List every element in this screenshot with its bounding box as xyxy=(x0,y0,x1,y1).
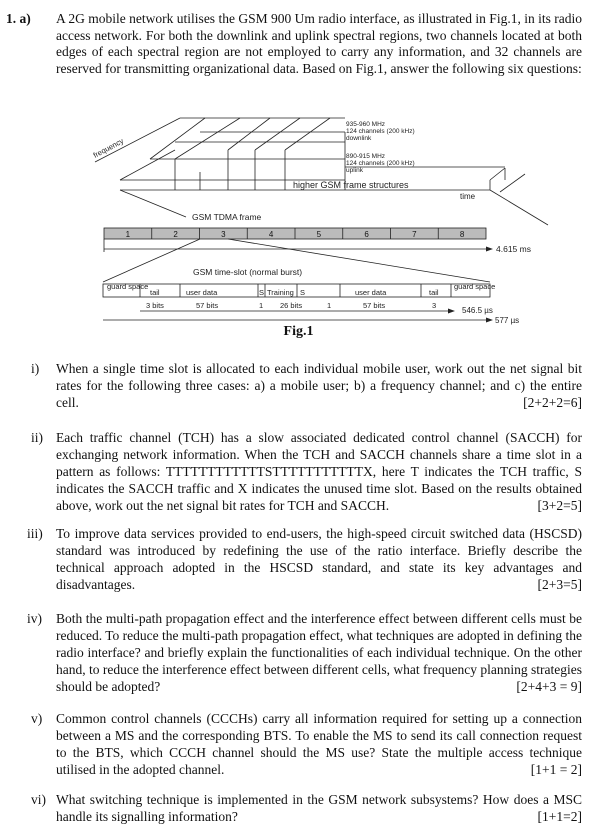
marks: [1+1=2] xyxy=(537,809,582,824)
downlink-range: 935-960 MHz xyxy=(346,121,386,128)
question-number: 1. a) xyxy=(6,11,31,26)
uplink-label: uplink xyxy=(346,167,363,174)
gsm-diagram xyxy=(0,112,597,337)
bits-data-left: 57 bits xyxy=(196,301,219,310)
frequency-label: frequency xyxy=(91,136,126,160)
burst-title: GSM time-slot (normal burst) xyxy=(193,267,303,277)
figure-caption: Fig.1 xyxy=(283,324,314,339)
figure-1 xyxy=(0,112,597,342)
burst-duration-2: 577 µs xyxy=(495,316,520,325)
time-label: time xyxy=(460,192,476,201)
bits-training: 26 bits xyxy=(280,301,303,310)
question-intro: A 2G mobile network utilises the GSM 900 Um radio interface, as illustrated in Fig.1, in its radio access network. For both the downlink and uplink spectral regions, two channels located at both edges of each spectral region are not employed to carry any information, and 32 channels are reserved for transmitting organizational data. Based on Fig.1, answer the following six questions: xyxy=(56,11,582,76)
tdma-title: GSM TDMA frame xyxy=(192,212,262,222)
subquestion-number: ii) xyxy=(31,430,43,445)
subquestion-text: Common control channels (CCCHs) carry all information required for setting up a connection between a MS and the corresponding BTS. To enable the MS to send its call connection request to the BTS, which CCCH channel should the MS use? State the multiple access technique utilised in the adopted channel. xyxy=(56,711,582,777)
marks: [1+1 = 2] xyxy=(530,762,582,777)
tdma-slot-3: 3 xyxy=(221,230,226,239)
tdma-duration: 4.615 ms xyxy=(496,244,531,254)
s-left: S xyxy=(259,288,265,297)
guard-space-right: guard space xyxy=(454,282,496,291)
tdma-slot-2: 2 xyxy=(173,230,178,239)
marks: [2+3=5] xyxy=(537,577,582,592)
user-data-left: user data xyxy=(186,288,218,297)
subquestion-text: What switching technique is implemented in the GSM network subsystems? How does a MSC handle its signalling information? xyxy=(56,792,582,824)
marks: [2+4+3 = 9] xyxy=(516,679,582,694)
subquestion-text: Both the multi-path propagation effect and the interference effect between different cells must be reduced. To reduce the multi-path propagation effect, what techniques are adopted in defining the radio interface? and briefly explain the functionalities of each individual technique. On the other hand, to reduce the interference effect between different cells, what frequency planning strategies should be adopted? xyxy=(56,611,582,694)
s-right: S xyxy=(300,288,306,297)
subquestion-text: Each traffic channel (TCH) has a slow associated dedicated control channel (SACCH) for exchanging network information. When the TCH and SACCH channels share a time slot in a pattern as follows: TTTTTTTTTTTTSTTTTTTTTTTTX, here T indicates the TCH traffic, S indicates the SACCH traffic and X indicates the unused time slot. Based on the results obtained above, work out the net signal bit rates for TCH and SACCH. xyxy=(56,430,582,513)
user-data-right: user data xyxy=(355,288,387,297)
uplink-channels: 124 channels (200 kHz) xyxy=(346,160,415,167)
tdma-slot-5: 5 xyxy=(316,230,322,239)
tdma-slot-6: 6 xyxy=(364,230,369,239)
bits-tail-right: 3 xyxy=(432,301,437,310)
downlink-label: downlink xyxy=(346,135,372,142)
guard-space-left: guard space xyxy=(107,282,149,291)
bits-data-right: 57 bits xyxy=(363,301,386,310)
uplink-range: 890-915 MHz xyxy=(346,153,386,160)
tdma-slot-7: 7 xyxy=(412,230,417,239)
marks: [3+2=5] xyxy=(537,498,582,513)
subquestion-number: v) xyxy=(31,711,43,726)
tdma-slot-1: 1 xyxy=(125,230,131,239)
downlink-channels: 124 channels (200 kHz) xyxy=(346,128,415,135)
bits-s-right: 1 xyxy=(327,301,332,310)
bits-s-left: 1 xyxy=(259,301,264,310)
subquestion-number: iv) xyxy=(27,611,42,626)
tail-right: tail xyxy=(429,288,439,297)
subquestion-text: To improve data services provided to end-users, the high-speed circuit switched data (HSCSD) standard was introduced by redefining the use of the ratio interface. Briefly describe the technical approach adopted in the HSCSD standard, and state its key advantages and disadvantages. xyxy=(56,526,582,592)
subquestion-number: vi) xyxy=(31,792,46,807)
marks: [2+2+2=6] xyxy=(523,395,582,410)
subquestion-number: iii) xyxy=(27,526,43,541)
subquestion-number: i) xyxy=(31,361,40,376)
tdma-slot-8: 8 xyxy=(459,230,465,239)
tail-left: tail xyxy=(150,288,160,297)
tdma-slot-4: 4 xyxy=(268,230,274,239)
subquestion-text: When a single time slot is allocated to each individual mobile user, work out the net signal bit rates for the following three cases: a) a mobile user; b) a frequency channel; and c) the entire cell. xyxy=(56,361,582,410)
training: Training xyxy=(267,288,294,297)
burst-duration-1: 546.5 µs xyxy=(462,306,493,315)
bits-tail-left: 3 bits xyxy=(146,301,164,310)
higher-frame-label: higher GSM frame structures xyxy=(293,180,409,190)
